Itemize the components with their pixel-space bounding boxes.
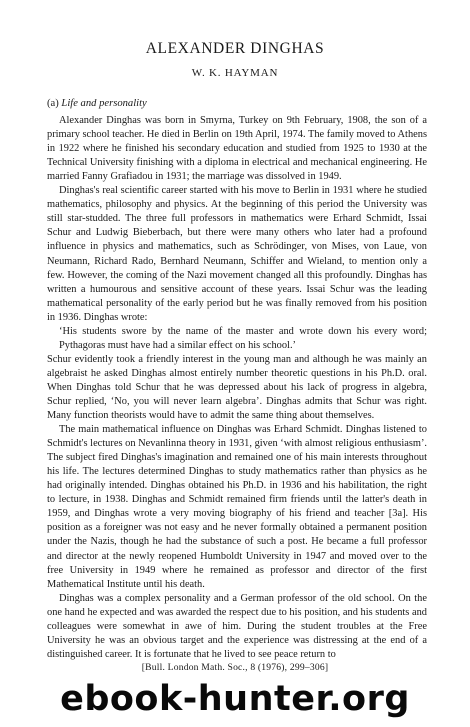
paragraph: Schur evidently took a friendly interest in the young man and although he was mainly an algebraist he asked Dinghas almost entirely number theoretic questions in his Ph.D. oral. When Dinghas told Schur that he was depressed about his lack of progress in algebra, Schur replied, ‘No, you will never learn algebra’. Dinghas admits that Schur was right. Many function theorists would have to admit the same thing about themselves. bbox=[47, 353, 427, 422]
article-body bbox=[47, 97, 427, 662]
article-title: ALEXANDER DINGHAS bbox=[145, 40, 325, 57]
section-heading bbox=[47, 97, 427, 111]
block-quote: ‘His students swore by the name of the master and wrote down his every word; Pythagoras must have had a similar effect on his school.’ bbox=[59, 325, 427, 351]
section-number: (a) bbox=[47, 98, 59, 109]
paragraph: Dinghas was a complex personality and a German professor of the old school. On the one hand he expected and was awarded the respect due to his position, and his students and colleagues were somewhat in awe of him. During the student troubles at the Free University he was an obvious target and the experience was distressing at the end of a distinguished career. It is fortunate that he lived to see peace return to bbox=[47, 592, 427, 660]
paragraph: Dinghas's real scientific career started with his move to Berlin in 1931 where he studied mathematics, philosophy and physics. At the beginning of this period the University was still star-studded. The three full professors in mathematics were Erhard Schmidt, Issai Schur and Ludwig Bieberbach, but there were many others who later had a profound influence in physics and mathematics, such as Schrödinger, von Mises, von Laue, von Neumann, Richard Rado, Bernhard Neumann, Schiffer and Wieland, to mention only a few. However, the coming of the Nazi movement changed all this profoundly. Dinghas has written a humourous and sensitive account of these years. Issai Schur was the leading mathematical personality of the early period but he was finally removed from his position in 1936. Dinghas wrote: bbox=[47, 185, 427, 323]
watermark-logo: ebook-hunter.org bbox=[60, 679, 410, 719]
paragraph: Alexander Dinghas was born in Smyrna, Turkey on 9th February, 1908, the son of a primary school teacher. He died in Berlin on 19th April, 1974. The family moved to Athens in 1922 where he finished his secondary education and studied from 1925 to 1930 at the Technical University finishing with a diploma in electrical and mechanical engineering. He married Fanny Grafiadou in 1931; the marriage was dissolved in 1949. bbox=[47, 115, 427, 183]
journal-citation: [Bull. London Math. Soc., 8 (1976), 299–306] bbox=[141, 662, 329, 673]
section-title: Life and personality bbox=[61, 98, 147, 109]
paragraph: The main mathematical influence on Dinghas was Erhard Schmidt. Dinghas listened to Schmidt's lectures on Nevanlinna theory in 1931, given ‘with almost religious enthusiasm’. The subject fired Dinghas's imagination and remained one of his main interests throughout his life. The lectures determined Dinghas to study mathematics rather than physics as he had originally intended. Dinghas obtained his Ph.D. in 1936 and his habilitation, the right to lecture, in 1938. Dinghas and Schmidt remained firm friends until the latter's death in 1959, and Dinghas wrote a very moving biography of his friend and teacher [3a]. His position as a foreigner was not easy and he never formally obtained a permanent position under the Nazis, though he had the substance of such a post. He became a full professor and director at the newly reopened Humboldt University in 1947 and moved over to the free University in 1949 where he remained as professor and director of the first Mathematical Institute until his death. bbox=[47, 424, 427, 590]
article-author: W. K. HAYMAN bbox=[191, 67, 279, 79]
